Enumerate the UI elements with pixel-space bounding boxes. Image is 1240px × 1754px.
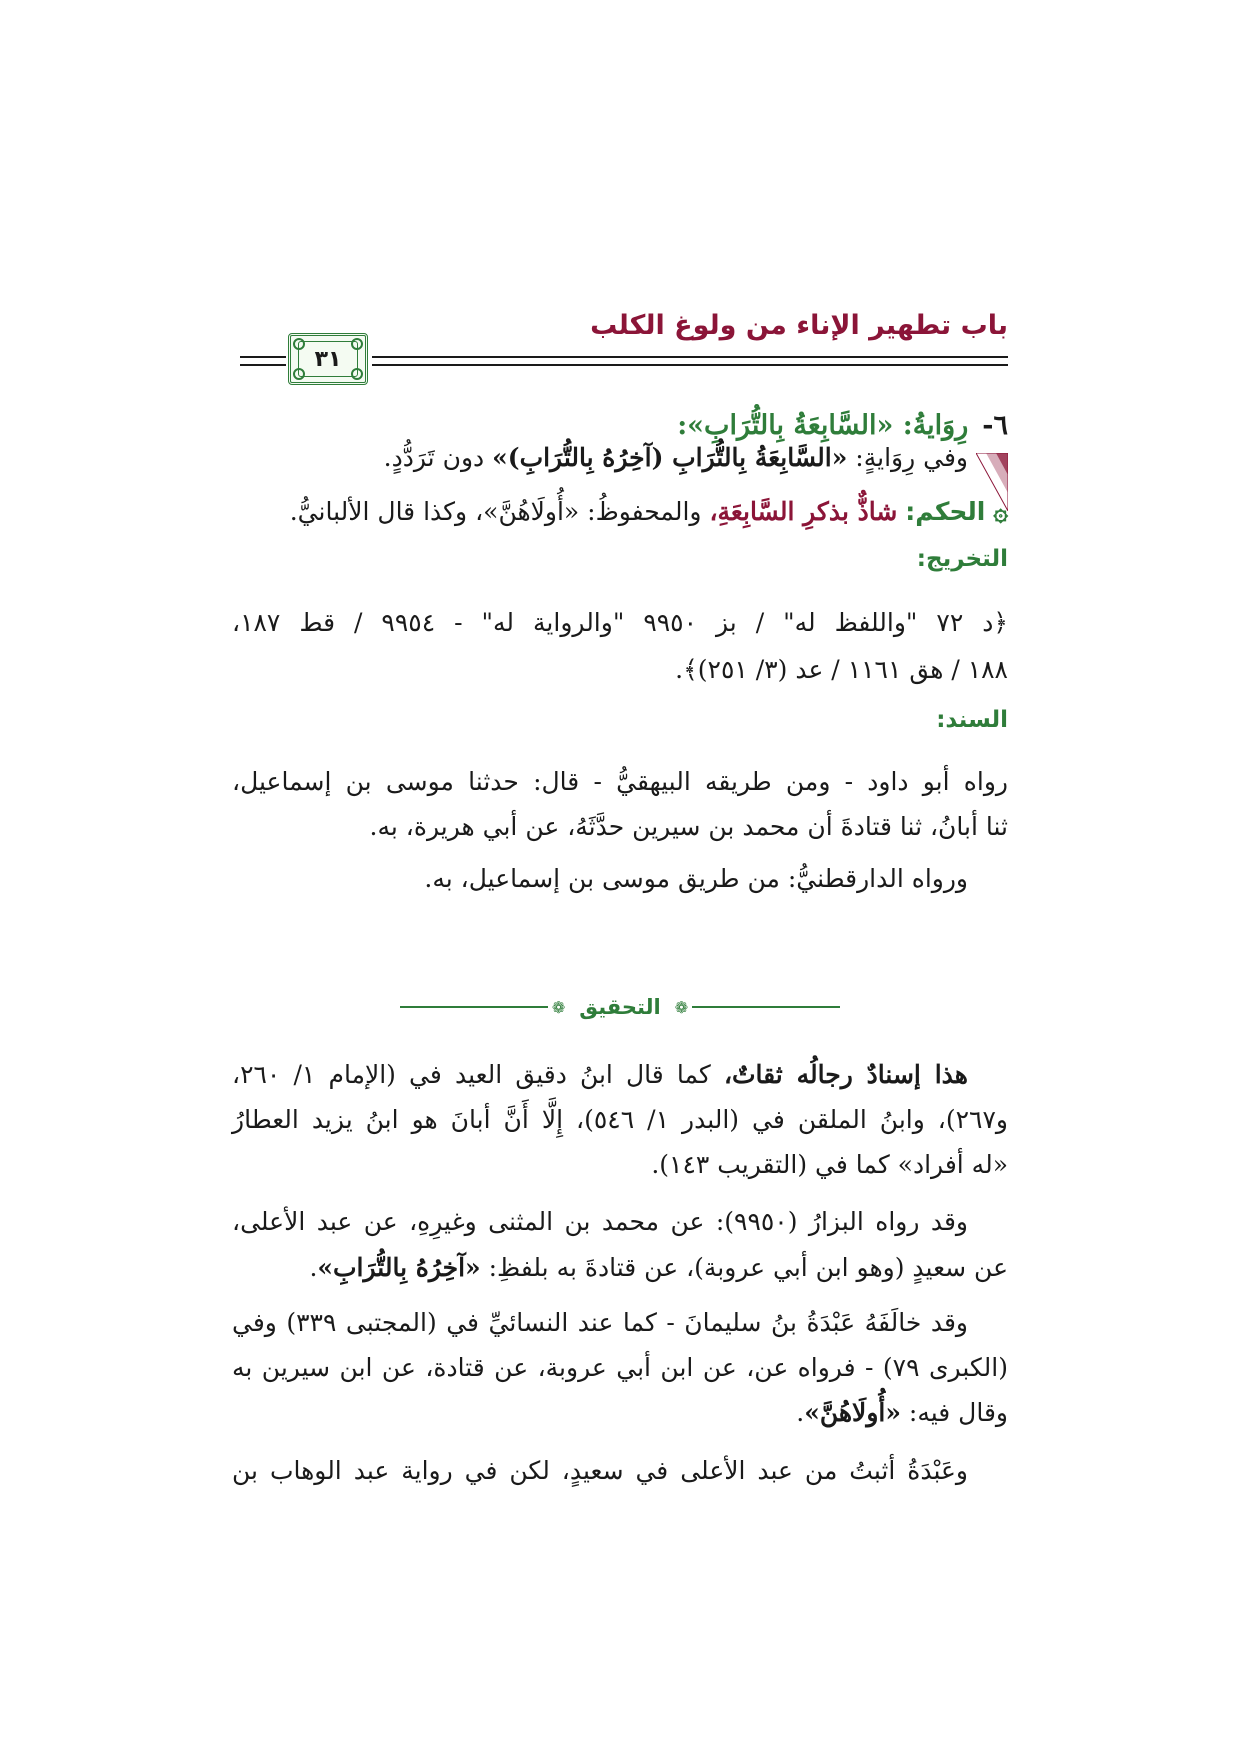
intro-prefix: وفي رِوَايةٍ:: [847, 443, 968, 472]
header-rule: [240, 356, 286, 358]
tahqiq-line: [232, 1394, 1008, 1432]
tahqiq-line: [232, 1249, 1008, 1287]
divider-ornament-icon: ❁: [674, 997, 689, 1017]
frame-ornament-icon: [351, 368, 363, 380]
sanad-line: ورواه الدارقطنيُّ: من طريق موسى بن إسماعيل، به.: [424, 864, 968, 893]
tahqiq-text: عن سعيدٍ (وهو ابن أبي عروبة)، عن قتادةَ به بلفظِ:: [480, 1253, 1008, 1282]
intro-line: [232, 439, 968, 477]
tahqiq-line: «له أفراد» كما في (التقريب ١٤٣).: [651, 1150, 1008, 1179]
tahqiq-line: و٢٦٧)، وابنُ الملقن في (البدر ١/ ٥٤٦)، إِلَّا أَنَّ أبانَ هو ابنُ يزيد العطارُ: [232, 1105, 1008, 1134]
section-heading: [677, 410, 1008, 441]
tahqiq-line: (الكبرى ٧٩) - فرواه عن، عن ابن أبي عروبة، عن قتادة، عن ابن سيرين به: [232, 1353, 1008, 1382]
ruling-line: [232, 493, 1008, 531]
tahqiq-divider: [400, 992, 840, 1022]
header-rule: [372, 356, 1008, 358]
tahqiq-text: .: [796, 1398, 805, 1427]
ruling-star-icon: ۞: [993, 497, 1008, 526]
running-title: باب تطهير الإناء من ولوغ الكلب: [590, 310, 1008, 341]
ruling-label: الحكم:: [905, 497, 986, 526]
page-number: ٣١: [298, 341, 358, 377]
sanad-line: رواه أبو داود - ومن طريقه البيهقيُّ - قال: حدثنا موسى بن إسماعيل،: [232, 767, 1008, 796]
sanad-line: ثنا أبانُ، ثنا قتادةَ أن محمد بن سيرين حدَّثَهُ، عن أبي هريرة، به.: [369, 812, 1008, 841]
tahqiq-line: وقد خالَفَهُ عَبْدَةُ بنُ سليمانَ - كما عند النسائيِّ في (المجتبى ٣٣٩) وفي: [232, 1308, 968, 1337]
tahqiq-line: [232, 1056, 968, 1094]
tahqiq-line: وعَبْدَةُ أثبتُ من عبد الأعلى في سعيدٍ، لكن في رواية عبد الوهاب بن: [232, 1456, 968, 1485]
header-rule: [372, 364, 1008, 366]
tahqiq-text: وقال فيه:: [900, 1398, 1008, 1427]
tahqiq-line: وقد رواه البزارُ (٩٩٥٠): عن محمد بن المثنى وغيرِهِ، عن عبد الأعلى،: [232, 1207, 969, 1236]
ruling-verdict: شاذٌّ بذكرِ السَّابِعَةِ،: [709, 497, 898, 526]
takhrij-heading: التخريج:: [916, 546, 1008, 572]
tahqiq-verdict: هذا إسنادٌ رجالُه ثقاتٌ،: [723, 1060, 968, 1089]
divider-rule: [400, 1006, 548, 1008]
divider-rule: [692, 1006, 840, 1008]
tahqiq-text: .: [309, 1253, 318, 1282]
tahqiq-quote: «آخِرُهُ بِالتُّرَابِ»: [317, 1253, 481, 1282]
intro-suffix: دون تَرَدُّدٍ.: [383, 443, 493, 472]
takhrij-line: ١٨٨ / هق ١١٦١ / عد (٣/ ٢٥١)﴾.: [675, 655, 1008, 684]
page-number-frame: [288, 333, 368, 385]
frame-ornament-icon: [293, 368, 305, 380]
tahqiq-quote: «أُولَاهُنَّ»: [804, 1398, 901, 1427]
intro-quote: «السَّابِعَةُ بِالتُّرَابِ (آخِرُهُ بِالتُّرَابِ)»: [492, 443, 848, 472]
frame-ornament-icon: [351, 338, 363, 350]
header-rule: [240, 364, 286, 366]
sanad-heading: السند:: [936, 707, 1008, 733]
divider-ornament-icon: ❁: [551, 997, 566, 1017]
section-number: ٦-: [982, 410, 1008, 441]
takhrij-line: ﴿د ٧٢ "واللفظ له" / بز ٩٩٥٠ "والرواية له" - ٩٩٥٤ / قط ١٨٧،: [232, 608, 1009, 637]
tahqiq-text: كما قال ابنُ دقيق العيد في (الإمام ١/ ٢٦٠،: [232, 1060, 724, 1089]
divider-title: التحقيق: [579, 995, 661, 1019]
frame-ornament-icon: [293, 338, 305, 350]
ruling-rest: والمحفوظُ: «أُولَاهُنَّ»، وكذا قال الألبانيُّ.: [289, 497, 710, 526]
section-title: رِوَايةُ: «السَّابِعَةُ بِالتُّرَابِ»:: [677, 410, 969, 441]
